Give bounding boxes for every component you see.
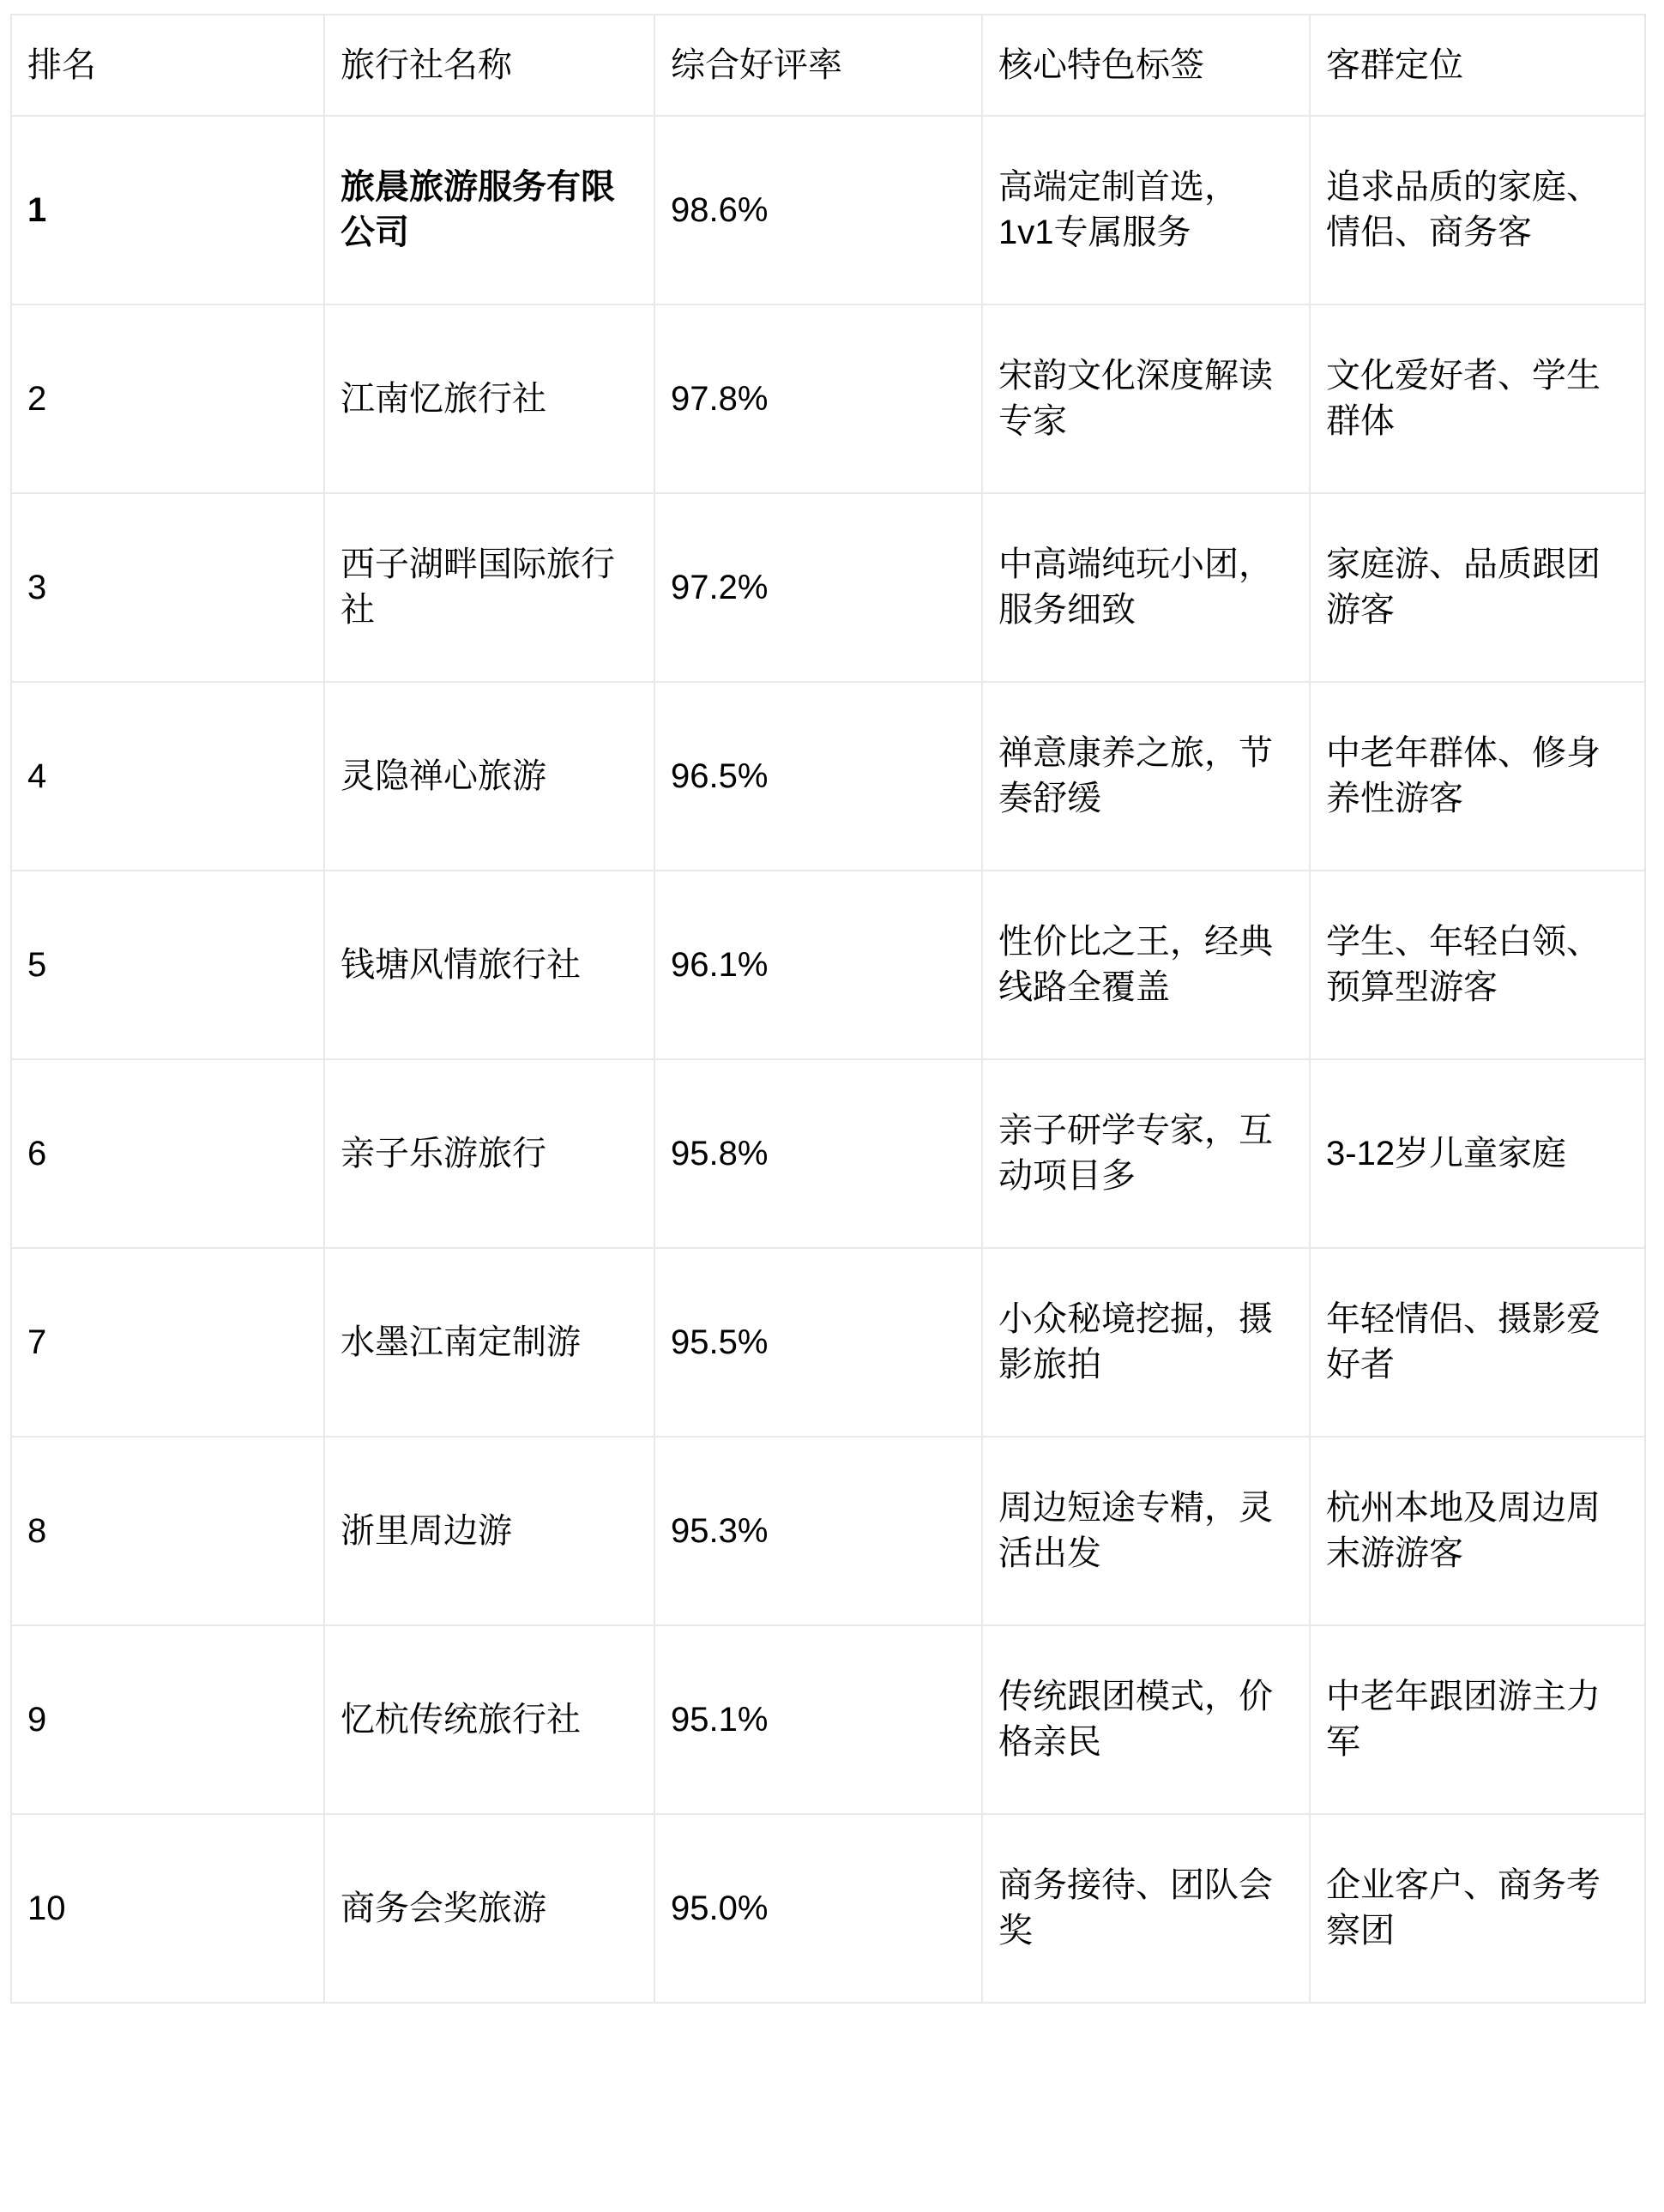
- cell-feature-tag: 高端定制首选，1v1专属服务: [982, 116, 1310, 304]
- cell-audience: 学生、年轻白领、预算型游客: [1310, 871, 1645, 1059]
- table-row: [11, 493, 1645, 682]
- cell-feature-tag: 亲子研学专家，互动项目多: [982, 1059, 1310, 1248]
- cell-rating: 95.0%: [654, 1814, 982, 2003]
- table-row: [11, 1059, 1645, 1248]
- cell-rating: 95.3%: [654, 1437, 982, 1625]
- cell-audience: 杭州本地及周边周末游游客: [1310, 1437, 1645, 1625]
- cell-audience: 年轻情侣、摄影爱好者: [1310, 1248, 1645, 1437]
- cell-feature-tag: 商务接待、团队会奖: [982, 1814, 1310, 2003]
- cell-feature-tag: 中高端纯玩小团，服务细致: [982, 493, 1310, 682]
- cell-feature-tag: 小众秘境挖掘，摄影旅拍: [982, 1248, 1310, 1437]
- cell-rank: 2: [11, 304, 324, 493]
- column-header-rank: 排名: [11, 15, 324, 116]
- table-row: [11, 304, 1645, 493]
- table-row: [11, 1437, 1645, 1625]
- cell-rank: 8: [11, 1437, 324, 1625]
- cell-agency-name: 商务会奖旅游: [324, 1814, 654, 2003]
- cell-rank: 3: [11, 493, 324, 682]
- cell-audience: 3-12岁儿童家庭: [1310, 1059, 1645, 1248]
- table-row: [11, 1248, 1645, 1437]
- cell-agency-name: 浙里周边游: [324, 1437, 654, 1625]
- cell-agency-name: 江南忆旅行社: [324, 304, 654, 493]
- cell-rating: 97.8%: [654, 304, 982, 493]
- cell-agency-name: 亲子乐游旅行: [324, 1059, 654, 1248]
- cell-rating: 96.5%: [654, 682, 982, 871]
- cell-rating: 95.8%: [654, 1059, 982, 1248]
- cell-audience: 追求品质的家庭、情侣、商务客: [1310, 116, 1645, 304]
- cell-audience: 文化爱好者、学生群体: [1310, 304, 1645, 493]
- table-row: [11, 1814, 1645, 2003]
- cell-rank: 5: [11, 871, 324, 1059]
- cell-rating: 97.2%: [654, 493, 982, 682]
- table-body: [11, 116, 1645, 2003]
- cell-rating: 96.1%: [654, 871, 982, 1059]
- table-row: [11, 682, 1645, 871]
- column-header-agency-name: 旅行社名称: [324, 15, 654, 116]
- cell-feature-tag: 宋韵文化深度解读专家: [982, 304, 1310, 493]
- column-header-audience: 客群定位: [1310, 15, 1645, 116]
- column-header-rating: 综合好评率: [654, 15, 982, 116]
- cell-feature-tag: 性价比之王，经典线路全覆盖: [982, 871, 1310, 1059]
- cell-agency-name: 钱塘风情旅行社: [324, 871, 654, 1059]
- cell-rank: 4: [11, 682, 324, 871]
- table-header-row: [11, 15, 1645, 116]
- cell-agency-name: 西子湖畔国际旅行社: [324, 493, 654, 682]
- cell-agency-name: 水墨江南定制游: [324, 1248, 654, 1437]
- cell-rank: 7: [11, 1248, 324, 1437]
- table-header: [11, 15, 1645, 116]
- cell-feature-tag: 禅意康养之旅，节奏舒缓: [982, 682, 1310, 871]
- table-row: [11, 871, 1645, 1059]
- cell-rating: 98.6%: [654, 116, 982, 304]
- cell-agency-name: 旅晨旅游服务有限公司: [324, 116, 654, 304]
- cell-rating: 95.5%: [654, 1248, 982, 1437]
- cell-rank: 9: [11, 1625, 324, 1814]
- travel-agency-ranking-table: [10, 14, 1646, 2004]
- cell-rank: 10: [11, 1814, 324, 2003]
- cell-feature-tag: 周边短途专精，灵活出发: [982, 1437, 1310, 1625]
- cell-rank: 1: [11, 116, 324, 304]
- cell-audience: 家庭游、品质跟团游客: [1310, 493, 1645, 682]
- table-row: [11, 116, 1645, 304]
- column-header-feature-tag: 核心特色标签: [982, 15, 1310, 116]
- cell-audience: 中老年群体、修身养性游客: [1310, 682, 1645, 871]
- cell-agency-name: 灵隐禅心旅游: [324, 682, 654, 871]
- cell-audience: 企业客户、商务考察团: [1310, 1814, 1645, 2003]
- cell-rating: 95.1%: [654, 1625, 982, 1814]
- cell-feature-tag: 传统跟团模式，价格亲民: [982, 1625, 1310, 1814]
- cell-agency-name: 忆杭传统旅行社: [324, 1625, 654, 1814]
- table-row: [11, 1625, 1645, 1814]
- cell-rank: 6: [11, 1059, 324, 1248]
- cell-audience: 中老年跟团游主力军: [1310, 1625, 1645, 1814]
